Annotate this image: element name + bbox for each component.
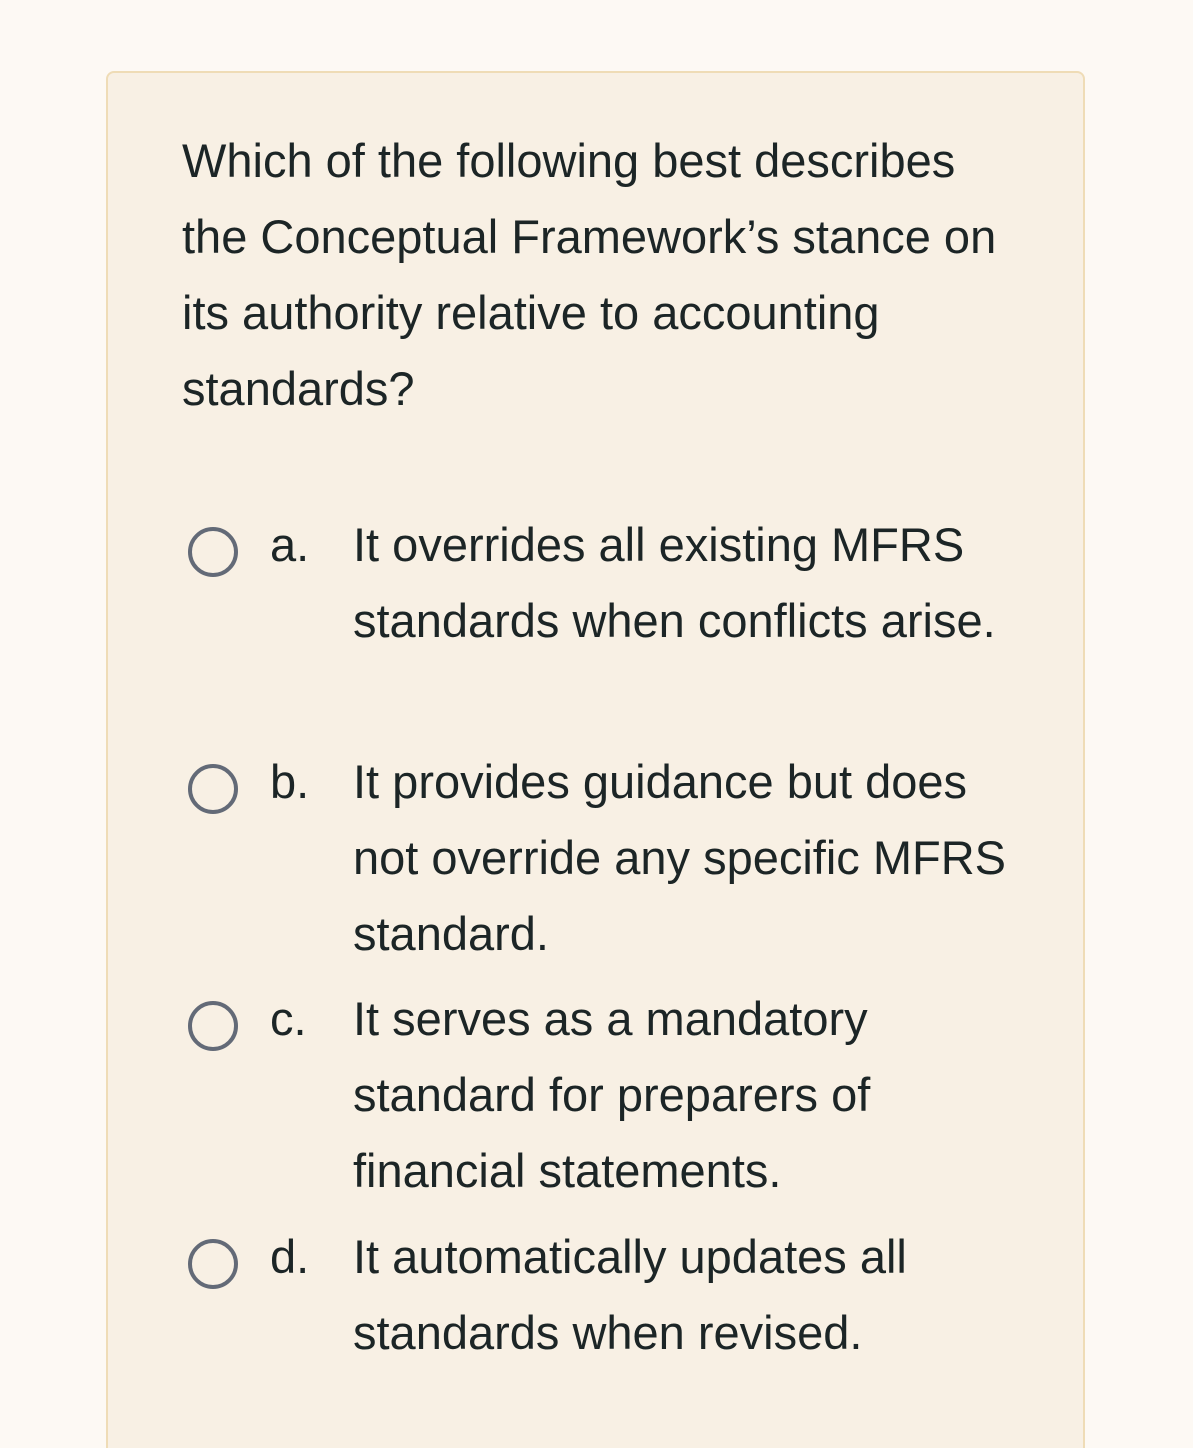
option-letter: a.: [270, 518, 310, 571]
radio-unchecked-icon[interactable]: [188, 764, 238, 814]
option-b[interactable]: [188, 744, 1048, 981]
option-a[interactable]: [188, 507, 1048, 744]
option-letter: d.: [270, 1230, 310, 1283]
radio-unchecked-icon[interactable]: [188, 1001, 238, 1051]
question-card: [106, 71, 1085, 1448]
question-text: Which of the following best describes the Conceptual Framework’s stance on its authority relative to accounting standards?: [182, 134, 997, 415]
option-text: It overrides all existing MFRS standards when conflicts arise.: [353, 518, 996, 647]
option-text: It automatically updates all standards when revised.: [353, 1230, 907, 1359]
answer-options: [188, 507, 1048, 1371]
option-letter: b.: [270, 755, 310, 808]
option-text: It serves as a mandatory standard for preparers of financial statements.: [353, 992, 871, 1197]
option-letter: c.: [270, 992, 307, 1045]
radio-unchecked-icon[interactable]: [188, 527, 238, 577]
radio-unchecked-icon[interactable]: [188, 1239, 238, 1289]
option-c[interactable]: [188, 981, 1048, 1219]
option-text: It provides guidance but does not override any specific MFRS standard.: [353, 755, 1007, 960]
option-d[interactable]: [188, 1219, 1048, 1371]
